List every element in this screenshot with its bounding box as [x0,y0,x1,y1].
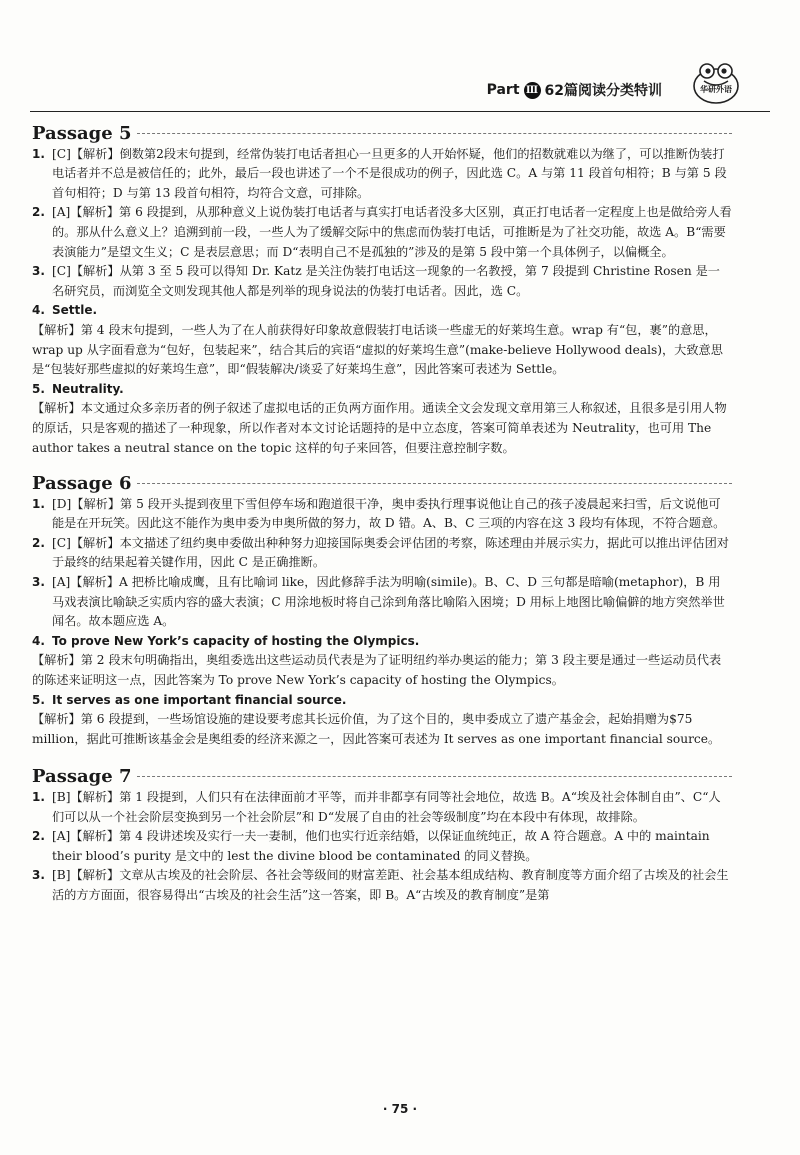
item-number: 2. [32,205,45,220]
answer-item [32,827,732,866]
item-text: 【解析】第 4 段末句提到，一些人为了在人前获得好印象故意假装打电话谈一些虚无的好莱坞生意。wrap 有“包，裹”的意思，wrap up 从字面看意为“包好，包装起来”，结合其后的宾语“虚拟的好莱坞生意”(make-believe Hollywood deals)，大致意思是“包装好那些虚拟的好莱坞生意”，即“假装解决/谈妥了好莱坞生意”，因此答案可表述为 Settle。 [32,322,723,377]
short-answer: Neutrality. [52,381,124,396]
item-text: [D]【解析】第 5 段开头提到夜里下雪但停车场和跑道很干净，奥申委执行理事说他让自己的孩子凌晨起来扫雪，后文说他可能是在开玩笑。因此这不能作为奥申委为申奥所做的努力，故 D 错。A、B、C 三项的内容在这 3 段均有体现，不符合题意。 [52,496,726,531]
item-text: [C]【解析】从第 3 至 5 段可以得知 Dr. Katz 是关注伪装打电话这一现象的一名教授，第 7 段提到 Christine Rosen 是一名研究员，而浏览全文则发现其他人都是列举的现身说法的伪装打电话者。因此，选 C。 [52,264,720,298]
answer-item [32,495,732,534]
item-number: 4. [32,633,45,648]
passage-title: Passage 6 [32,473,132,495]
item-number: 1. [32,790,45,804]
answer-content [32,122,732,906]
item-number: 2. [32,535,45,550]
passage-5-heading [32,124,732,144]
item-text: [A]【解析】A 把桥比喻成鹰，且有比喻词 like，因此修辞手法为明喻(simile)。B、C、D 三句都是暗喻(metaphor)，B 用马戏表演比喻缺乏实质内容的盛大表演；C 用涂地板时将自己涂到角落比喻陷入困境；D 用标上地图比喻偏僻的地方突然举世闻名。故本题应选 A。 [52,575,725,629]
item-number: 1. [32,146,45,161]
item-text: 【解析】第 2 段末句明确指出，奥组委选出这些运动员代表是为了证明纽约举办奥运的能力；第 3 段主要是通过一些运动员代表的陈述来证明这一点，因此答案为 To prove New York’s capacity of hosting the Olympics。 [32,653,722,688]
page-header [30,72,770,112]
short-answer: To prove New York’s capacity of hosting the Olympics. [52,633,420,648]
section-title-text: 62篇阅读分类特训 [544,83,662,99]
frog-logo-icon [690,58,742,108]
answer-item [32,262,732,301]
answer-item [32,691,732,750]
answer-item [32,301,732,379]
part-label: Part [486,82,520,98]
item-number: 3. [32,264,45,279]
passage-6-heading [32,474,732,494]
dashed-rule [137,776,732,777]
passage-7-heading [32,767,732,787]
item-text: [B]【解析】文章从古埃及的社会阶层、各社会等级间的财富差距、社会基本组成结构、教育制度等方面介绍了古埃及的社会生活的方方面面，很容易得出“古埃及的社会生活”这一答案，即 B。A“古埃及的教育制度”是第 [52,868,729,902]
page-number: · 75 · [382,1102,418,1116]
item-text: 【解析】本文通过众多亲历者的例子叙述了虚拟电话的正负两方面作用。通读全文会发现文章用第三人称叙述，且很多是引用人物的原话，只是客观的描述了一种现象，所以作者对本文讨论话题持的是中立态度，答案可简单表述为 Neutrality，也可用 The author takes a neutral stance on the topic 这样的句子来回答，但要注意控制字数。 [32,401,727,455]
header-rule [30,111,770,112]
dashed-rule [137,483,732,484]
item-number: 3. [32,575,45,590]
item-text: 【解析】第 6 段提到，一些场馆设施的建设要考虑其长远价值，为了这个目的，奥申委成立了遗产基金会，起始捐赠为$75 million，据此可推断该基金会是奥组委的经济来源之一，因此答案可表述为 It serves as one important financial source。 [32,712,721,746]
item-number: 1. [32,496,45,511]
section-title [487,80,662,100]
item-number: 3. [32,868,45,883]
part-number-badge: Ⅲ [524,82,541,99]
answer-item [32,788,732,827]
item-number: 5. [32,692,45,707]
passage-title: Passage 5 [32,123,132,144]
answer-item [32,866,732,905]
item-text: [B]【解析】第 1 段提到，人们只有在法律面前才平等，而并非都享有同等社会地位，故选 B。A“埃及社会体制自由”、C“人们可以从一个社会阶层变换到另一个社会阶层”和 D“发展了自由的社会等级制度”均在本段中有体现，故排除。 [52,790,721,824]
answer-item [32,632,732,691]
publisher-logo [690,58,742,108]
item-number: 2. [32,829,45,844]
item-number: 5. [32,381,45,396]
item-text: [A]【解析】第 4 段讲述埃及实行一夫一妻制，他们也实行近亲结婚，以保证血统纯正，故 A 符合题意。A 中的 maintain their blood’s purity 是文中的 lest the divine blood be contaminated 的同义替换。 [52,829,710,863]
item-text: [A]【解析】第 6 段提到，从那种意义上说伪装打电话者与真实打电话者没多大区别，真正打电话者一定程度上也是做给旁人看的。那从什么意义上？追溯到前一段，一些人为了缓解交际中的焦虑而伪装打电话，可推断是为了社交功能，故选 A。B“需要表演能力”是望文生义；C 是表层意思；而 D“表明自己不是孤独的”涉及的是第 5 段中第一个具体例子，以偏概全。 [52,205,732,259]
answer-item [32,203,732,262]
short-answer: It serves as one important financial source. [52,692,347,707]
short-answer: Settle. [52,303,98,318]
passage-title: Passage 7 [32,766,132,788]
answer-item [32,380,732,458]
item-number: 4. [32,303,45,318]
answer-item [32,145,732,204]
item-text: [C]【解析】倒数第2段末句提到，经常伪装打电话者担心一旦更多的人开始怀疑，他们的招数就难以为继了，可以推断伪装打电话者并不总是被信任的；此外，最后一段也讲述了一个不是很成功的例子，因此选 C。A 与第 11 段首句相符；B 与第 5 段首句相符；D 与第 13 段首句相符，均符合文意，可排除。 [52,146,727,200]
logo-text: 华研外语 [700,85,732,94]
answer-item [32,534,732,573]
dashed-rule [137,133,732,134]
answer-item [32,573,732,632]
item-text: [C]【解析】本文描述了纽约奥申委做出种种努力迎接国际奥委会评估团的考察，陈述理由并展示实力，据此可以推出评估团对于最终的结果起着关键作用，因此 C 是正确推断。 [52,535,729,570]
